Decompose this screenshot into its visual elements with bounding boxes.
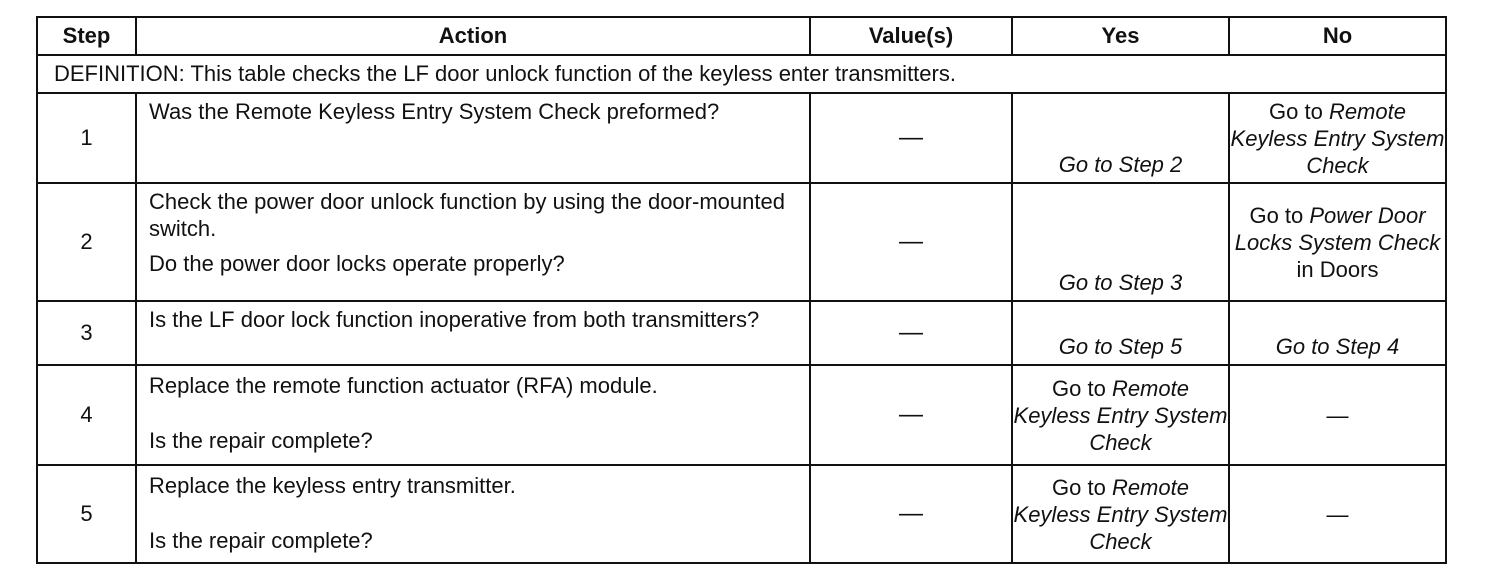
table-row (37, 465, 1446, 563)
action-cell (136, 301, 810, 365)
action-question: Do the power door locks operate properly? (149, 251, 565, 276)
header-row (37, 17, 1446, 55)
table-row (37, 365, 1446, 465)
yes-italic: Remote Keyless Entry System Check (1013, 375, 1228, 455)
definition-text: DEFINITION: This table checks the LF door unlock function of the keyless enter transmitters. (37, 55, 1446, 93)
yes-italic: Go to Step 2 (1058, 152, 1183, 177)
yes-prefix: Go to (1052, 474, 1112, 500)
step-number: 2 (37, 183, 136, 301)
value-cell: — (810, 365, 1012, 465)
no-prefix: Go to (1249, 202, 1310, 228)
value-cell: — (810, 301, 1012, 365)
no-cell (1229, 183, 1446, 301)
action-cell (136, 93, 810, 183)
header-yes: Yes (1012, 17, 1229, 55)
action-cell (136, 365, 810, 465)
action-cell (136, 183, 810, 301)
no-italic: Go to Step 4 (1275, 334, 1400, 359)
no-cell (1229, 465, 1446, 563)
value-cell: — (810, 183, 1012, 301)
step-number: 5 (37, 465, 136, 563)
no-italic: Remote Keyless Entry System Check (1230, 98, 1445, 178)
no-cell (1229, 93, 1446, 183)
header-step: Step (37, 17, 136, 55)
no-prefix: Go to (1269, 98, 1329, 124)
action-question: Is the repair complete? (149, 528, 373, 553)
yes-prefix: Go to (1052, 375, 1112, 401)
header-no: No (1229, 17, 1446, 55)
yes-cell (1012, 183, 1229, 301)
yes-italic: Go to Step 3 (1058, 270, 1183, 295)
header-action: Action (136, 17, 810, 55)
yes-cell (1012, 301, 1229, 365)
table-row (37, 183, 1446, 301)
yes-cell (1012, 365, 1229, 465)
step-number: 3 (37, 301, 136, 365)
definition-row (37, 55, 1446, 93)
value-cell: — (810, 93, 1012, 183)
yes-cell (1012, 465, 1229, 563)
step-number: 4 (37, 365, 136, 465)
no-dash: — (1326, 402, 1349, 428)
action-text: Was the Remote Keyless Entry System Check preformed? (149, 99, 720, 124)
action-text: Is the LF door lock function inoperative from both transmitters? (149, 307, 760, 332)
action-text: Check the power door unlock function by using the door-mounted switch. (149, 189, 785, 241)
no-cell (1229, 365, 1446, 465)
no-cell (1229, 301, 1446, 365)
value-cell: — (810, 465, 1012, 563)
yes-cell (1012, 93, 1229, 183)
action-question: Is the repair complete? (149, 428, 373, 453)
yes-italic: Go to Step 5 (1058, 334, 1183, 359)
table-row (37, 93, 1446, 183)
header-values: Value(s) (810, 17, 1012, 55)
no-dash: — (1326, 501, 1349, 527)
action-text: Replace the keyless entry transmitter. (149, 473, 516, 498)
step-number: 1 (37, 93, 136, 183)
no-italic: Power Door Locks System Check (1234, 202, 1441, 255)
no-suffix: in Doors (1296, 256, 1379, 282)
yes-italic: Remote Keyless Entry System Check (1013, 474, 1228, 554)
action-cell (136, 465, 810, 563)
action-text: Replace the remote function actuator (RFA) module. (149, 373, 658, 398)
diagnostic-table (36, 16, 1447, 564)
table-row (37, 301, 1446, 365)
